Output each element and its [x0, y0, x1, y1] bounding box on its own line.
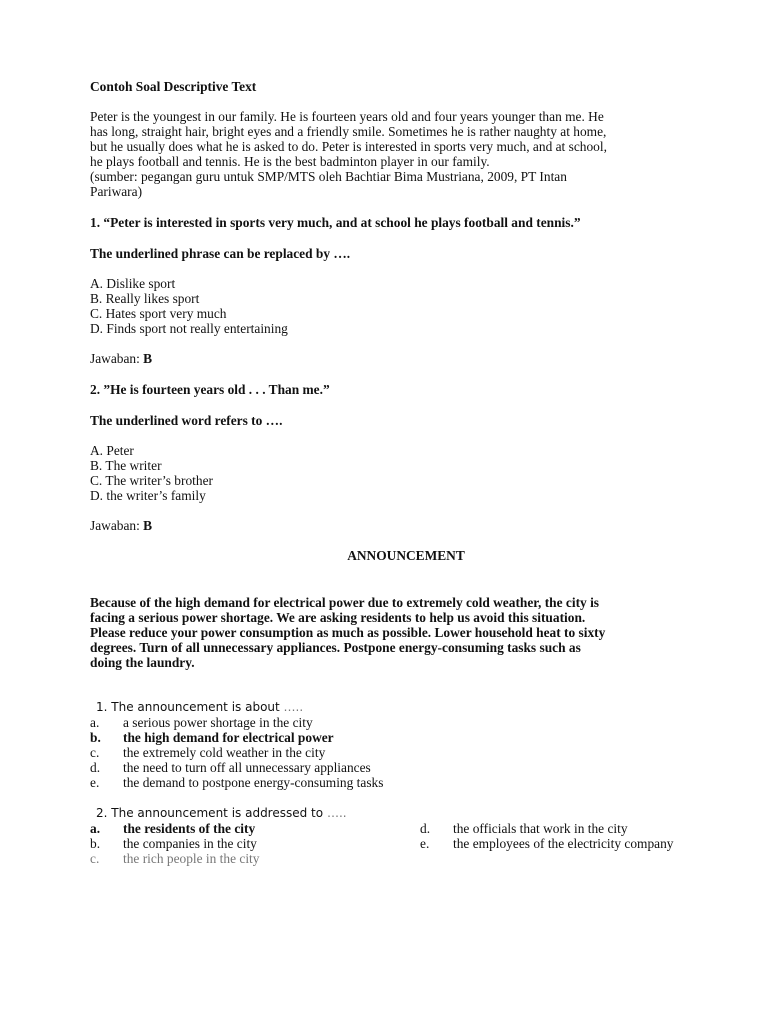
question-1-quote: 1. “Peter is interested in sports very much, and at school he plays football and tennis.” [90, 215, 581, 230]
option-b [90, 730, 510, 745]
option-a: A. Dislike sport [90, 276, 176, 291]
option-text: the officials that work in the city [453, 821, 628, 836]
option-e [90, 775, 510, 790]
option-letter: a. [90, 715, 100, 730]
option-a [90, 821, 390, 836]
question-2-prompt: The underlined word refers to …. [90, 413, 283, 428]
option-c [90, 851, 390, 866]
option-a: A. Peter [90, 443, 134, 458]
option-letter: d. [90, 760, 101, 775]
announcement-line: facing a serious power shortage. We are asking residents to help us avoid this situation. [90, 610, 586, 625]
option-b: B. The writer [90, 458, 162, 473]
option-letter: a. [90, 821, 101, 836]
option-c [90, 745, 510, 760]
option-letter: d. [420, 821, 431, 836]
option-letter: c. [90, 851, 100, 866]
option-letter: b. [90, 730, 101, 745]
option-d: D. the writer’s family [90, 488, 206, 503]
answer-label: Jawaban: [90, 351, 144, 366]
announcement-question-2 [96, 806, 347, 821]
announcement-body [90, 595, 678, 670]
option-d: D. Finds sport not really entertaining [90, 321, 288, 336]
passage-line: Pariwara) [90, 184, 143, 199]
option-text: the employees of the electricity company [453, 836, 674, 851]
question-1-answer [90, 351, 680, 366]
passage-line: but he usually does what he is asked to do. Peter is interested in sports very much, and at school, [90, 139, 607, 154]
answer-value: B [143, 351, 153, 366]
announcement-question-1-options [90, 715, 510, 790]
option-d [90, 760, 510, 775]
question-1-prompt: The underlined phrase can be replaced by …. [90, 246, 351, 261]
option-text: the extremely cold weather in the city [123, 745, 326, 760]
announcement-line: doing the laundry. [90, 655, 195, 670]
option-c: C. The writer’s brother [90, 473, 213, 488]
question-text: 2. The announcement is addressed to [96, 806, 324, 820]
question-text: 1. The announcement is about [96, 700, 280, 714]
option-text: the residents of the city [123, 821, 256, 836]
descriptive-passage [90, 109, 680, 199]
answer-label: Jawaban: [90, 518, 144, 533]
question-2-quote: 2. ”He is fourteen years old . . . Than me.” [90, 382, 330, 397]
passage-line: has long, straight hair, bright eyes and a friendly smile. Sometimes he is rather naughty at home, [90, 124, 607, 139]
option-a [90, 715, 510, 730]
option-text: the demand to postpone energy-consuming tasks [123, 775, 384, 790]
option-b [90, 836, 390, 851]
passage-line: he plays football and tennis. He is the best badminton player in our family. [90, 154, 490, 169]
option-b: B. Really likes sport [90, 291, 200, 306]
question-2-answer [90, 518, 680, 533]
option-letter: b. [90, 836, 101, 851]
question-dots: ….. [326, 806, 347, 820]
option-text: a serious power shortage in the city [123, 715, 313, 730]
announcement-question-2-options-right [420, 821, 720, 851]
announcement-heading: ANNOUNCEMENT [347, 548, 465, 563]
option-letter: e. [420, 836, 430, 851]
announcement-line: Please reduce your power consumption as much as possible. Lower household heat to sixty [90, 625, 606, 640]
option-text: the companies in the city [123, 836, 257, 851]
answer-value: B [143, 518, 153, 533]
announcement-question-2-options-left [90, 821, 390, 866]
announcement-line: Because of the high demand for electrical power due to extremely cold weather, the city is [90, 595, 599, 610]
question-1-options [90, 276, 680, 336]
option-e [420, 836, 720, 851]
option-c: C. Hates sport very much [90, 306, 227, 321]
option-letter: e. [90, 775, 100, 790]
announcement-question-1 [96, 700, 303, 715]
question-dots: ….. [283, 700, 304, 714]
document-title: Contoh Soal Descriptive Text [90, 79, 257, 94]
option-letter: c. [90, 745, 100, 760]
option-text: the need to turn off all unnecessary appliances [123, 760, 371, 775]
passage-line: Peter is the youngest in our family. He is fourteen years old and four years younger than me. He [90, 109, 604, 124]
option-text: the rich people in the city [123, 851, 260, 866]
announcement-line: degrees. Turn of all unnecessary appliances. Postpone energy-consuming tasks such as [90, 640, 581, 655]
passage-line: (sumber: pegangan guru untuk SMP/MTS oleh Bachtiar Bima Mustriana, 2009, PT Intan [90, 169, 567, 184]
question-2-options [90, 443, 680, 503]
option-d [420, 821, 720, 836]
option-text: the high demand for electrical power [123, 730, 334, 745]
